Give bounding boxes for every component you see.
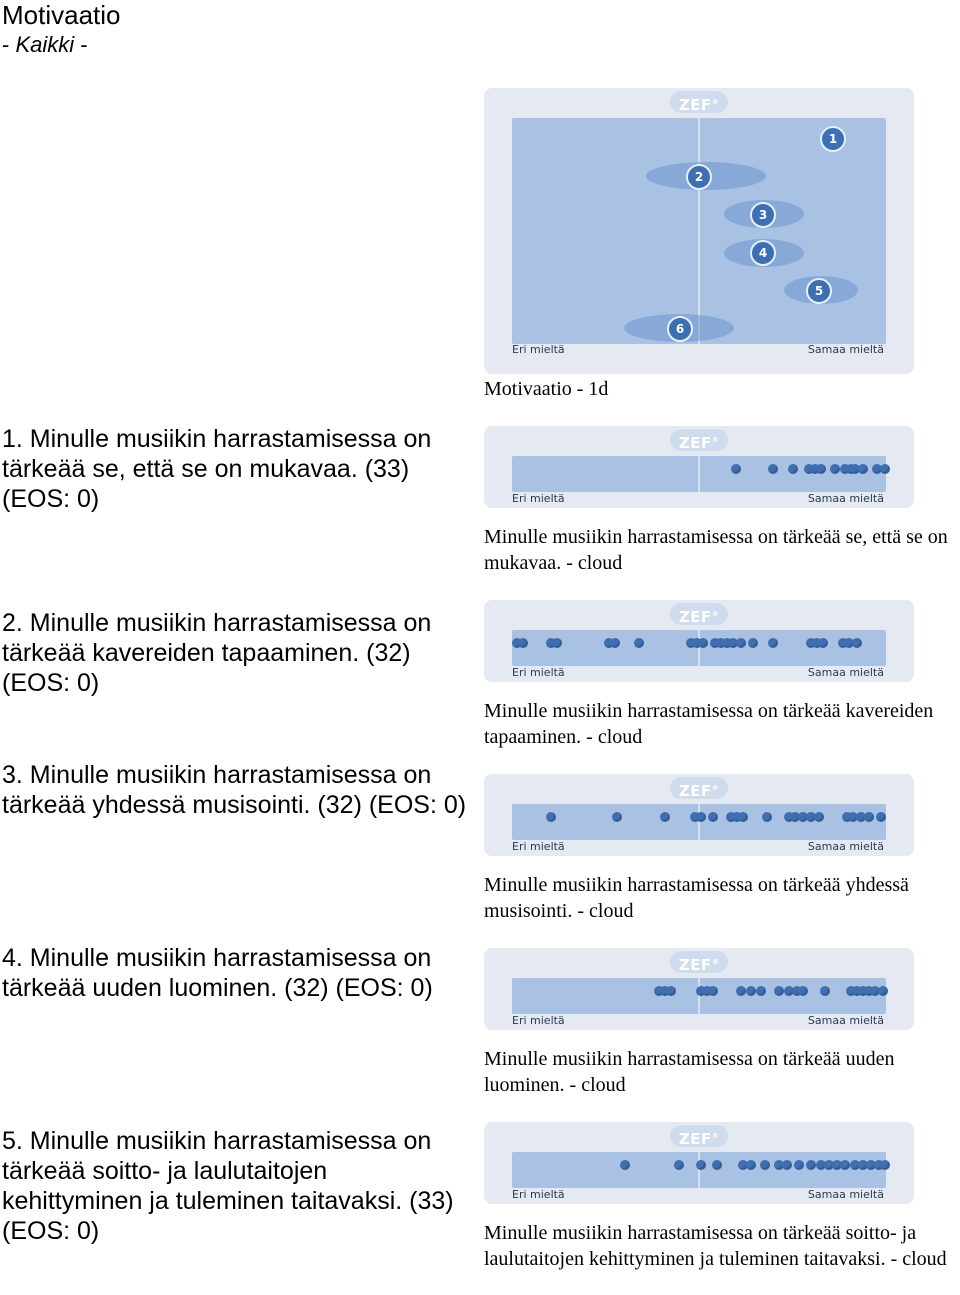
cloud-caption-5: Minulle musiikin harrastamisessa on tärkeää soitto- ja laulutaitojen kehittyminen ja tuleminen taitavaksi. - cloud bbox=[484, 1222, 947, 1270]
cloud-chart-4 bbox=[484, 948, 914, 1030]
response-dot bbox=[546, 812, 556, 822]
cloud-chart-2 bbox=[484, 600, 914, 682]
response-dot bbox=[768, 638, 778, 648]
response-dot bbox=[794, 1160, 804, 1170]
response-dot bbox=[518, 638, 528, 648]
subtitle-main: Kaikki bbox=[15, 32, 75, 57]
response-dot bbox=[738, 812, 748, 822]
summary-plot-area bbox=[512, 118, 886, 344]
zef-logo-text: ZEF bbox=[678, 434, 712, 452]
response-dot bbox=[878, 986, 888, 996]
response-dot bbox=[746, 986, 756, 996]
response-dot bbox=[634, 638, 644, 648]
cloud-chart-5 bbox=[484, 1122, 914, 1204]
zef-logo bbox=[670, 1125, 728, 1147]
zef-logo-text: ZEF bbox=[678, 956, 712, 974]
question-1: 1. Minulle musiikin harrastamisessa on tärkeää se, että se on mukavaa. (33) (EOS: 0) bbox=[2, 425, 432, 513]
registered-mark-icon: ® bbox=[711, 958, 720, 966]
registered-mark-icon: ® bbox=[711, 1132, 720, 1140]
response-dot bbox=[760, 1160, 770, 1170]
scale-midline bbox=[698, 118, 700, 344]
response-dot bbox=[768, 464, 778, 474]
response-dot bbox=[708, 986, 718, 996]
zef-logo bbox=[670, 951, 728, 973]
response-dot bbox=[610, 638, 620, 648]
scale-midline bbox=[698, 630, 700, 666]
marker-1: 1 bbox=[820, 126, 846, 152]
response-dot bbox=[814, 812, 824, 822]
response-dot bbox=[696, 812, 706, 822]
page-subtitle bbox=[2, 32, 88, 58]
response-dot bbox=[830, 464, 840, 474]
scale-left-label: Eri mieltä bbox=[512, 840, 565, 853]
scale-midline bbox=[698, 1152, 700, 1188]
marker-2: 2 bbox=[686, 164, 712, 190]
scale-left-label: Eri mieltä bbox=[512, 1188, 565, 1201]
zef-logo bbox=[670, 777, 728, 799]
response-dot bbox=[696, 1160, 706, 1170]
response-dot bbox=[820, 986, 830, 996]
response-dot bbox=[666, 986, 676, 996]
plot-area bbox=[512, 978, 886, 1014]
response-dot bbox=[840, 1160, 850, 1170]
scale-right-label: Samaa mieltä bbox=[807, 343, 884, 356]
response-dot bbox=[774, 986, 784, 996]
scale-left-label: Eri mieltä bbox=[512, 1014, 565, 1027]
response-dot bbox=[698, 638, 708, 648]
page-title: Motivaatio bbox=[2, 0, 121, 30]
plot-area bbox=[512, 1152, 886, 1188]
response-dot bbox=[880, 1160, 890, 1170]
registered-mark-icon: ® bbox=[711, 98, 720, 106]
cloud-chart-1 bbox=[484, 426, 914, 508]
response-dot bbox=[876, 812, 886, 822]
scale-left-label: Eri mieltä bbox=[512, 666, 565, 679]
scale-left-label: Eri mieltä bbox=[512, 492, 565, 505]
response-dot bbox=[858, 464, 868, 474]
scale-midline bbox=[698, 804, 700, 840]
cloud-caption-2: Minulle musiikin harrastamisessa on tärkeää kavereiden tapaaminen. - cloud bbox=[484, 700, 934, 748]
zef-logo-text: ZEF bbox=[678, 1130, 712, 1148]
summary-chart-panel bbox=[484, 88, 914, 374]
cloud-caption-1: Minulle musiikin harrastamisessa on tärkeää se, että se on mukavaa. - cloud bbox=[484, 526, 948, 574]
scale-left-label: Eri mieltä bbox=[512, 343, 565, 356]
subtitle-suffix: - bbox=[74, 32, 88, 57]
zef-logo bbox=[670, 91, 728, 113]
question-3: 3. Minulle musiikin harrastamisessa on tärkeää yhdessä musisointi. (32) (EOS: 0) bbox=[2, 761, 467, 819]
zef-logo bbox=[670, 603, 728, 625]
cloud-chart-3 bbox=[484, 774, 914, 856]
question-4: 4. Minulle musiikin harrastamisessa on tärkeää uuden luominen. (32) (EOS: 0) bbox=[2, 944, 433, 1002]
question-5: 5. Minulle musiikin harrastamisessa on tärkeää soitto- ja laulutaitojen kehittyminen ja tuleminen taitavaksi. (33) (EOS: 0) bbox=[2, 1127, 454, 1245]
plot-area bbox=[512, 456, 886, 492]
marker-4: 4 bbox=[750, 240, 776, 266]
response-dot bbox=[674, 1160, 684, 1170]
response-dot bbox=[798, 986, 808, 996]
response-dot bbox=[736, 986, 746, 996]
zef-logo-text: ZEF bbox=[678, 608, 712, 626]
marker-5: 5 bbox=[806, 278, 832, 304]
response-dot bbox=[712, 1160, 722, 1170]
response-dot bbox=[880, 464, 890, 474]
scale-right-label: Samaa mieltä bbox=[807, 666, 884, 679]
scale-right-label: Samaa mieltä bbox=[807, 1014, 884, 1027]
scale-right-label: Samaa mieltä bbox=[807, 1188, 884, 1201]
response-dot bbox=[816, 464, 826, 474]
zef-logo bbox=[670, 429, 728, 451]
plot-area bbox=[512, 630, 886, 666]
response-dot bbox=[660, 812, 670, 822]
scale-right-label: Samaa mieltä bbox=[807, 840, 884, 853]
response-dot bbox=[736, 638, 746, 648]
response-dot bbox=[746, 1160, 756, 1170]
registered-mark-icon: ® bbox=[711, 610, 720, 618]
response-dot bbox=[620, 1160, 630, 1170]
response-dot bbox=[552, 638, 562, 648]
plot-area bbox=[512, 804, 886, 840]
response-dot bbox=[708, 812, 718, 822]
response-dot bbox=[864, 812, 874, 822]
scale-right-label: Samaa mieltä bbox=[807, 492, 884, 505]
response-dot bbox=[788, 464, 798, 474]
response-dot bbox=[782, 1160, 792, 1170]
subtitle-prefix: - bbox=[2, 32, 16, 57]
response-dot bbox=[612, 812, 622, 822]
registered-mark-icon: ® bbox=[711, 436, 720, 444]
marker-3: 3 bbox=[750, 202, 776, 228]
response-dot bbox=[852, 638, 862, 648]
response-dot bbox=[756, 986, 766, 996]
response-dot bbox=[818, 638, 828, 648]
response-dot bbox=[748, 638, 758, 648]
cloud-caption-3: Minulle musiikin harrastamisessa on tärkeää yhdessä musisointi. - cloud bbox=[484, 874, 909, 922]
response-dot bbox=[806, 1160, 816, 1170]
summary-chart-caption: Motivaatio - 1d bbox=[484, 378, 609, 400]
zef-logo-text: ZEF bbox=[678, 96, 712, 114]
marker-6: 6 bbox=[667, 316, 693, 342]
response-dot bbox=[731, 464, 741, 474]
scale-midline bbox=[698, 978, 700, 1014]
question-2: 2. Minulle musiikin harrastamisessa on tärkeää kavereiden tapaaminen. (32) (EOS: 0) bbox=[2, 609, 432, 697]
registered-mark-icon: ® bbox=[711, 784, 720, 792]
cloud-caption-4: Minulle musiikin harrastamisessa on tärkeää uuden luominen. - cloud bbox=[484, 1048, 895, 1096]
scale-midline bbox=[698, 456, 700, 492]
response-dot bbox=[762, 812, 772, 822]
zef-logo-text: ZEF bbox=[678, 782, 712, 800]
